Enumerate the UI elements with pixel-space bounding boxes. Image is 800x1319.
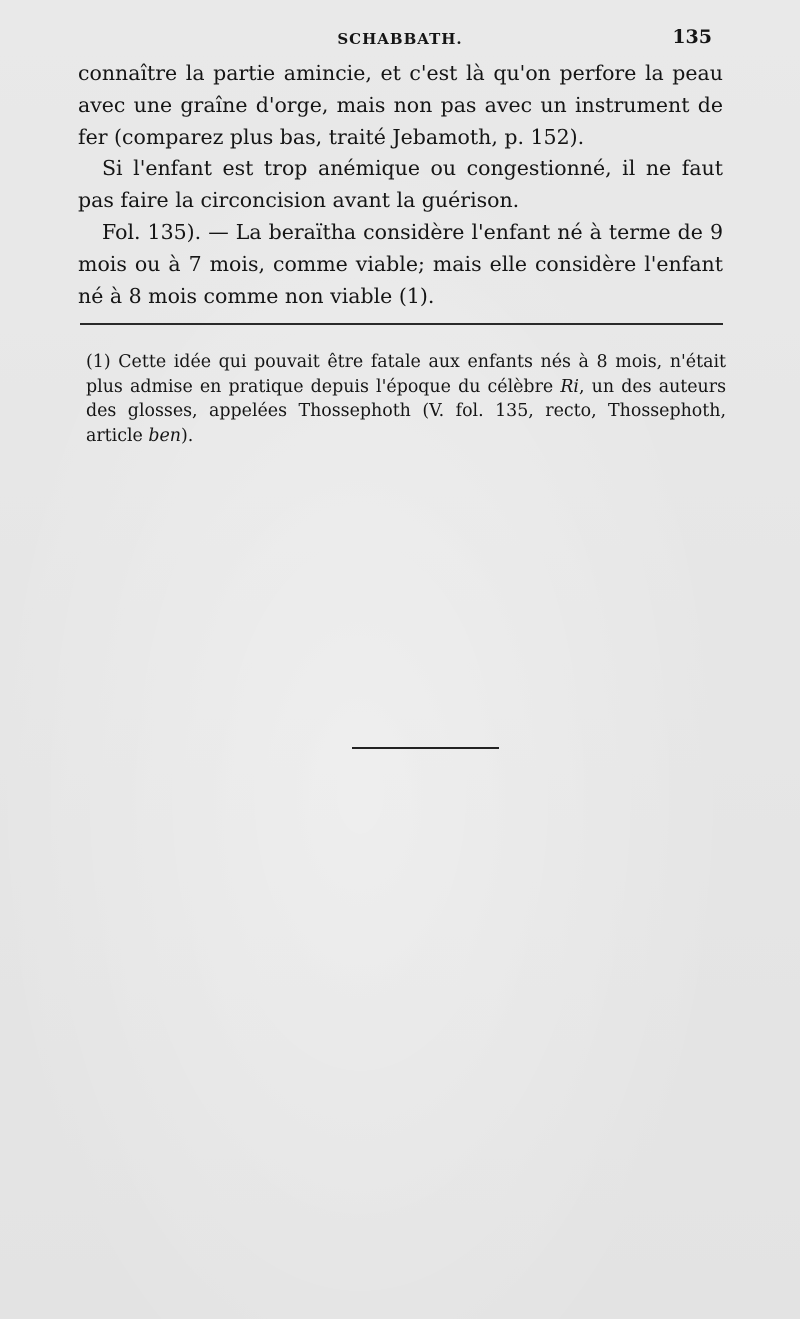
footnote-separator-rule bbox=[80, 323, 723, 325]
footnote-italic-ri: Ri bbox=[560, 376, 579, 397]
running-title: SCHABBATH. bbox=[337, 30, 463, 48]
footnote bbox=[86, 350, 726, 448]
main-text bbox=[78, 58, 723, 312]
footnote-text-1: (1) Cette idée qui pouvait être fatale aux enfants nés à 8 mois, n'était plus admise en pratique depuis l'époque du célèbre bbox=[86, 352, 726, 397]
running-head bbox=[80, 26, 720, 50]
paragraph-circumcision: Si l'enfant est trop anémique ou congestionné, il ne faut pas faire la circoncision avant la guérison. bbox=[78, 156, 723, 213]
paragraph-continuation: connaître la partie amincie, et c'est là qu'on perfore la peau avec une graîne d'orge, mais non pas avec un instrument de fer (comparez plus bas, traité Jebamoth, p. 152). bbox=[78, 61, 723, 149]
footnote-text-3: ). bbox=[180, 425, 194, 446]
footnote-italic-ben: ben bbox=[148, 425, 181, 446]
page-number: 135 bbox=[672, 26, 712, 48]
paragraph-fol-135: Fol. 135). — La beraïtha considère l'enfant né à terme de 9 mois ou à 7 mois, comme viable; mais elle considère l'enfant né à 8 mois comme non viable (1). bbox=[78, 219, 723, 308]
end-of-chapter-rule bbox=[352, 747, 499, 749]
footnote-text-2: , un des auteurs des glosses, appelées Thossephoth (V. fol. 135, recto, Thossephoth, article bbox=[86, 376, 726, 446]
